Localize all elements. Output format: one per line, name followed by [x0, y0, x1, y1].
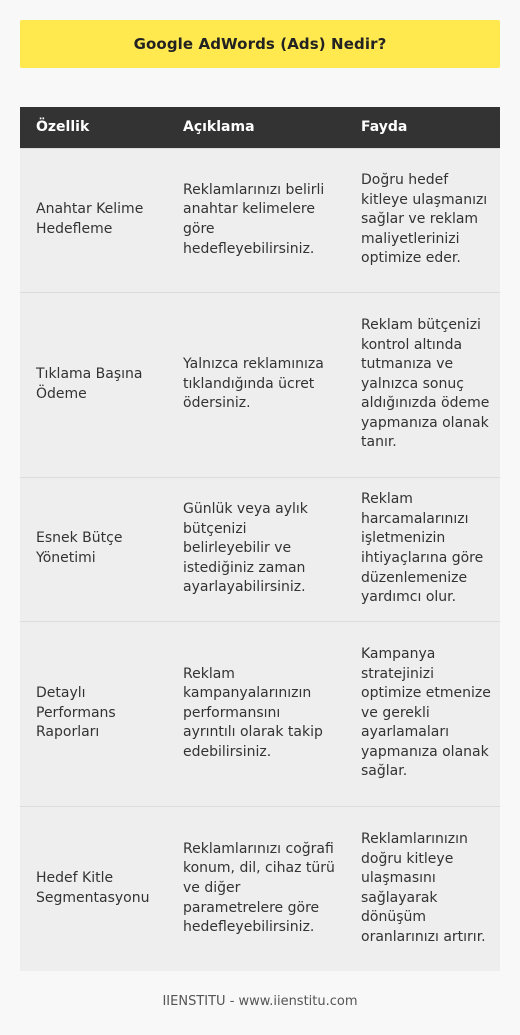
column-header-description: Açıklama	[167, 107, 345, 148]
page-title: Google AdWords (Ads) Nedir?	[133, 35, 387, 53]
column-header-benefit: Fayda	[345, 107, 500, 148]
feature-cell: Anahtar Kelime Hedefleme	[20, 148, 167, 292]
table-row	[20, 806, 500, 971]
benefit-cell: Doğru hedef kitleye ulaşmanızı sağlar ve reklam maliyetlerinizi optimize eder.	[345, 148, 500, 292]
description-cell: Günlük veya aylık bütçenizi belirleyebilir ve istediğiniz zaman ayarlayabilirsiniz.	[167, 477, 345, 621]
table-row	[20, 477, 500, 621]
feature-cell: Esnek Bütçe Yönetimi	[20, 477, 167, 621]
table-header-row	[20, 107, 500, 148]
feature-cell: Hedef Kitle Segmentasyonu	[20, 806, 167, 971]
benefit-cell: Reklam bütçenizi kontrol altında tutmanıza ve yalnızca sonuç aldığınızda ödeme yapmanıza olanak tanır.	[345, 292, 500, 477]
description-cell: Yalnızca reklamınıza tıklandığında ücret ödersiniz.	[167, 292, 345, 477]
title-banner	[20, 20, 500, 68]
benefit-cell: Kampanya stratejinizi optimize etmenize ve gerekli ayarlamaları yapmanıza olanak sağlar.	[345, 621, 500, 806]
table-row	[20, 292, 500, 477]
footer-credit: IIENSTITU - www.iienstitu.com	[162, 994, 358, 1009]
description-cell: Reklamlarınızı coğrafi konum, dil, cihaz türü ve diğer parametrelere göre hedefleyebilirsiniz.	[167, 806, 345, 971]
table-row	[20, 148, 500, 292]
benefit-cell: Reklamlarınızın doğru kitleye ulaşmasını sağlayarak dönüşüm oranlarınızı artırır.	[345, 806, 500, 971]
feature-cell: Detaylı Performans Raporları	[20, 621, 167, 806]
features-table	[20, 107, 500, 971]
benefit-cell: Reklam harcamalarınızı işletmenizin ihtiyaçlarına göre düzenlemenize yardımcı olur.	[345, 477, 500, 621]
description-cell: Reklamlarınızı belirli anahtar kelimelere göre hedefleyebilirsiniz.	[167, 148, 345, 292]
table-row	[20, 621, 500, 806]
column-header-feature: Özellik	[20, 107, 167, 148]
feature-cell: Tıklama Başına Ödeme	[20, 292, 167, 477]
description-cell: Reklam kampanyalarınızın performansını ayrıntılı olarak takip edebilirsiniz.	[167, 621, 345, 806]
